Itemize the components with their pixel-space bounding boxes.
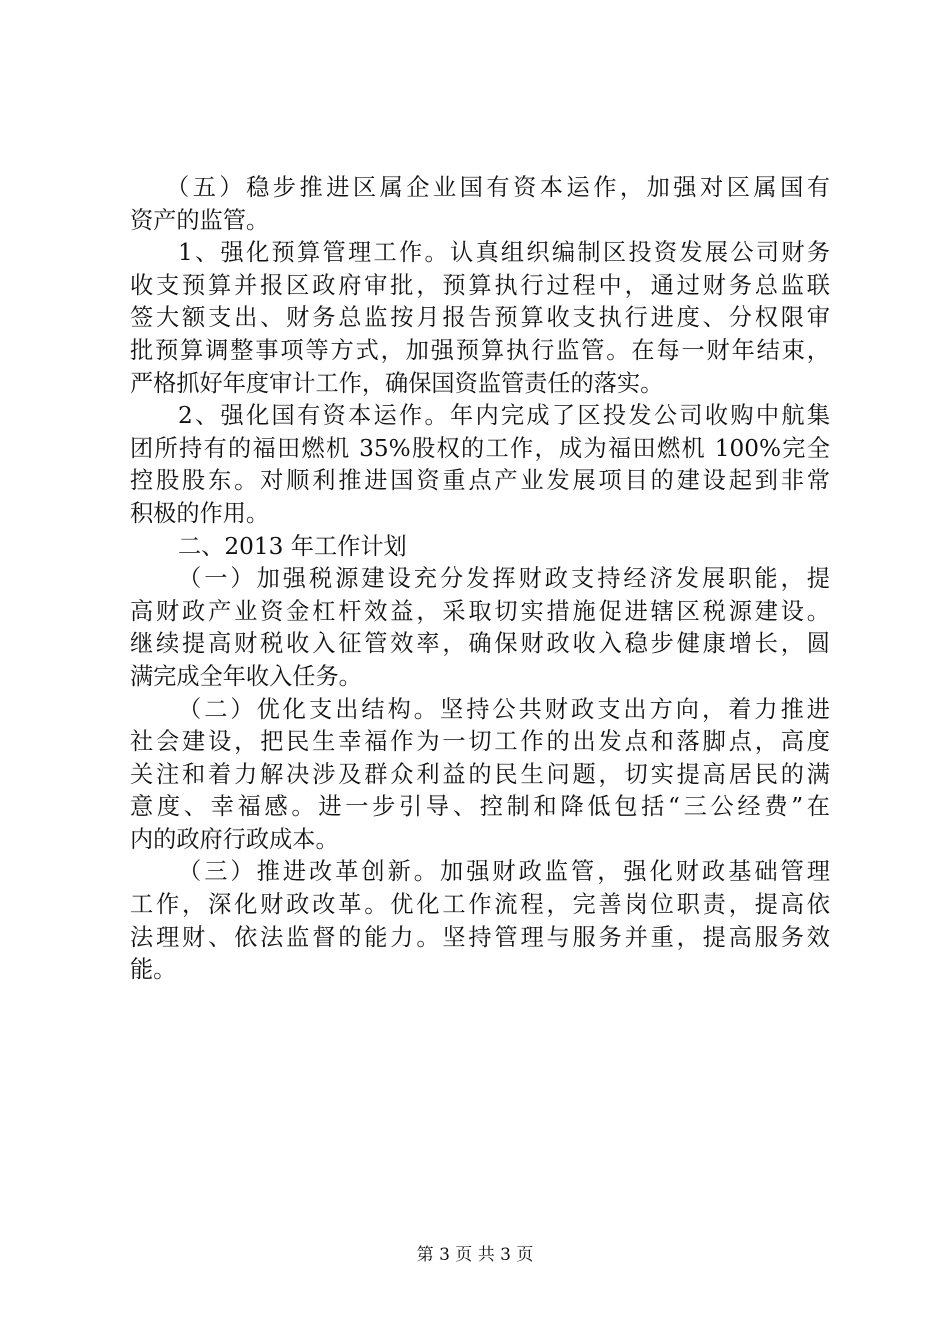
text-line: 1、强化预算管理工作。认真组织编制区投资发展公司财务 [178,239,830,267]
text-line: 意度、幸福感。进一步引导、控制和降低包括“三公经费”在 [130,793,830,821]
text-line: 法理财、依法监督的能力。坚持管理与服务并重，提高服务效 [130,923,830,951]
text-line: （三）推进改革创新。加强财政监管，强化财政基础管理 [178,858,830,886]
text-line: 控股股东。对顺利推进国资重点产业发展项目的建设起到非常 [130,467,830,495]
text-line: 社会建设，把民生幸福作为一切工作的出发点和落脚点，高度 [130,728,830,756]
document-body [130,172,830,987]
text-line: 内的政府行政成本。 [130,825,339,853]
text-line: 2、强化国有资本运作。年内完成了区投发公司收购中航集 [178,402,830,430]
text-line: 严格抓好年度审计工作，确保国资监管责任的落实。 [130,369,664,397]
text-line: 满完成全年收入任务。 [130,662,362,690]
text-line: 收支预算并报区政府审批，预算执行过程中，通过财务总监联 [130,271,830,299]
section-heading: 二、2013 年工作计划 [178,532,407,560]
text-line: （二）优化支出结构。坚持公共财政支出方向，着力推进 [178,695,830,723]
text-line: （一）加强税源建设充分发挥财政支持经济发展职能，提 [178,565,830,593]
text-line: 工作，深化财政改革。优化工作流程，完善岗位职责，提高依 [130,891,830,919]
text-line: 积极的作用。 [130,499,270,527]
text-line: 团所持有的福田燃机 35%股权的工作，成为福田燃机 100%完全 [130,434,830,462]
text-line: 关注和着力解决涉及群众利益的民生问题，切实提高居民的满 [130,760,830,788]
text-line: （五）稳步推进区属企业国有资本运作，加强对区属国有 [166,174,830,201]
page-number-label: 第 3 页 共 3 页 [416,1245,534,1265]
text-line: 继续提高财税收入征管效率，确保财政收入稳步健康增长，圆 [130,630,830,658]
text-line: 批预算调整事项等方式，加强预算执行监管。在每一财年结束， [130,336,830,364]
page-footer [0,1244,950,1266]
text-line: 能。 [130,956,177,984]
text-line: 资产的监管。 [130,206,270,234]
text-line: 签大额支出、财务总监按月报告预算收支执行进度、分权限审 [130,304,830,332]
text-line: 高财政产业资金杠杆效益，采取切实措施促进辖区税源建设。 [130,597,830,625]
